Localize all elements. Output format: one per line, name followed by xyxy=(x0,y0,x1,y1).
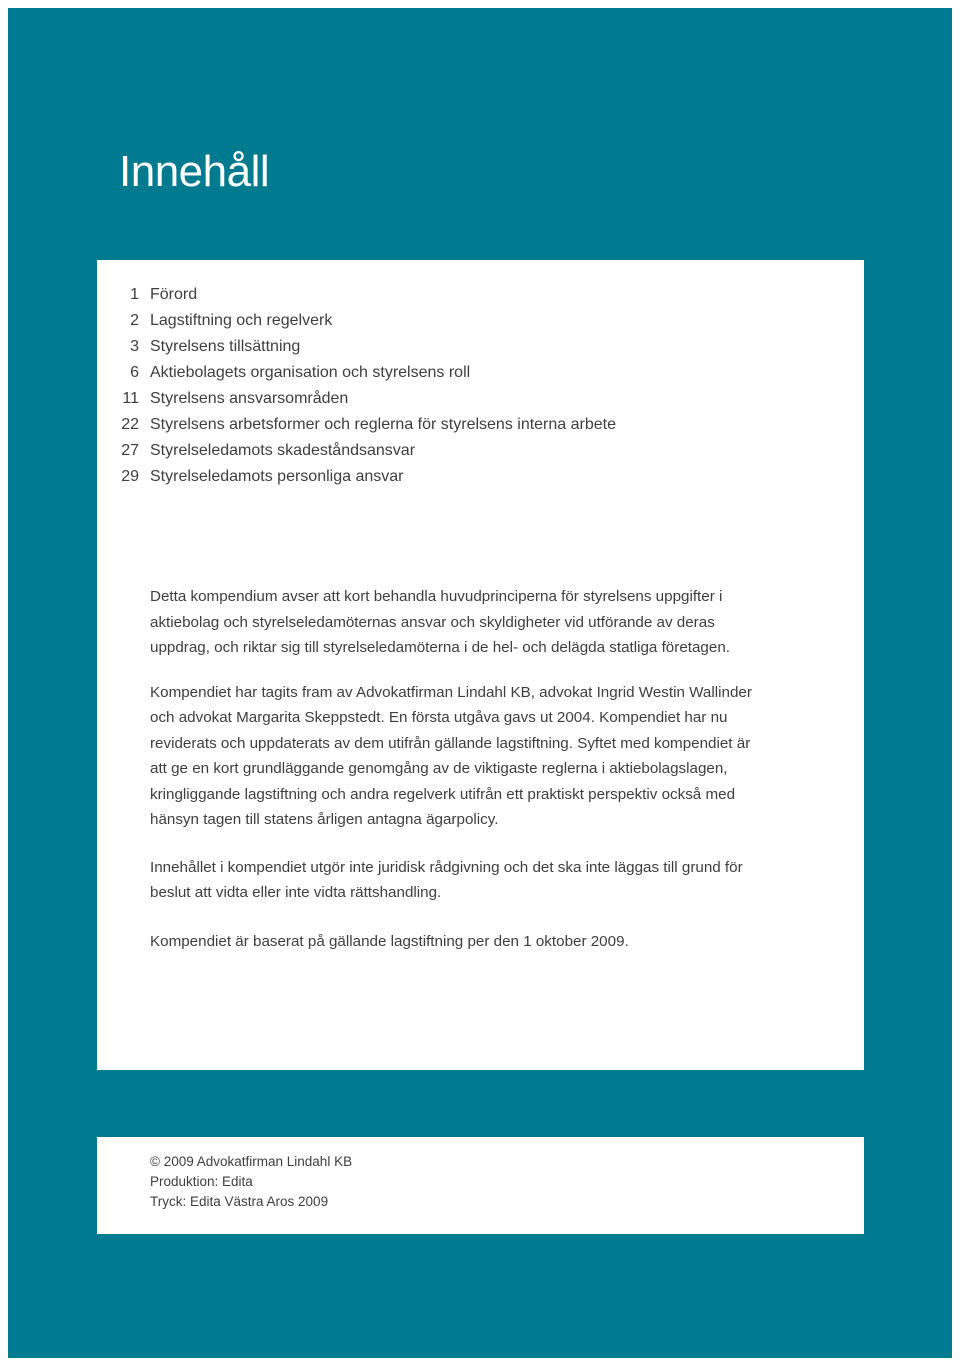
toc-page-number: 2 xyxy=(130,312,139,329)
intro-text xyxy=(150,584,760,973)
toc-item-personliga-ansvar[interactable] xyxy=(110,464,616,490)
toc-item-tillsattning[interactable] xyxy=(110,334,616,360)
toc-page-number: 27 xyxy=(121,442,139,459)
toc-label: Lagstiftning och regelverk xyxy=(150,312,333,329)
toc-label: Styrelseledamots skadeståndsansvar xyxy=(150,442,416,459)
toc-label: Aktiebolagets organisation och styrelsens roll xyxy=(150,364,471,381)
toc-label: Styrelsens arbetsformer och reglerna för styrelsens interna arbete xyxy=(150,416,616,433)
intro-paragraph-purpose: Detta kompendium avser att kort behandla huvudprinciperna för styrelsens uppgifter i aktiebolag och styrelseledamöternas ansvar och skyldigheter vid utförande av deras uppdrag, och riktar sig till styrelseledamöterna i de hel- och delägda statliga företagen. xyxy=(150,588,730,656)
toc-item-organisation[interactable] xyxy=(110,360,616,386)
toc-label: Styrelsens tillsättning xyxy=(150,338,301,355)
toc-page-number: 3 xyxy=(130,338,139,355)
toc-item-ansvarsomraden[interactable] xyxy=(110,386,616,412)
toc-label: Styrelsens ansvarsområden xyxy=(150,390,349,407)
toc-page-number: 29 xyxy=(121,468,139,485)
production-line: Produktion: Edita xyxy=(150,1174,253,1189)
toc-label: Förord xyxy=(150,286,198,303)
toc-label: Styrelseledamots personliga ansvar xyxy=(150,468,404,485)
toc-page-number: 11 xyxy=(122,390,139,407)
intro-paragraph-disclaimer: Innehållet i kompendiet utgör inte juridisk rådgivning och det ska inte läggas till grund för beslut att vidta eller inte vidta rättshandling. xyxy=(150,858,743,901)
toc-item-forord[interactable] xyxy=(110,282,616,308)
toc-item-arbetsformer[interactable] xyxy=(110,412,616,438)
toc-item-skadestandsansvar[interactable] xyxy=(110,438,616,464)
intro-paragraph-authors: Kompendiet har tagits fram av Advokatfirman Lindahl KB, advokat Ingrid Westin Wallinder och advokat Margarita Skeppstedt. En första utgåva gavs ut 2004. Kompendiet har nu reviderats och uppdaterats av dem utifrån gällande lagstiftning. Syftet med kompendiet är att ge en kort grundläggande genomgång av de viktigaste reglerna i aktiebolagslagen, kringliggande lagstiftning och andra regelverk utifrån ett praktiskt perspektiv också med hänsyn tagen till statens årligen antagna ägarpolicy. xyxy=(150,683,752,828)
page-title: Innehåll xyxy=(119,147,270,196)
table-of-contents xyxy=(110,282,616,490)
colophon xyxy=(150,1152,352,1212)
toc-page-number: 22 xyxy=(121,416,139,433)
toc-page-number: 6 xyxy=(130,364,139,381)
copyright-line: © 2009 Advokatfirman Lindahl KB xyxy=(150,1154,353,1169)
print-line: Tryck: Edita Västra Aros 2009 xyxy=(150,1194,329,1209)
toc-page-number: 1 xyxy=(130,286,139,303)
toc-item-lagstiftning[interactable] xyxy=(110,308,616,334)
intro-paragraph-legal-date: Kompendiet är baserat på gällande lagstiftning per den 1 oktober 2009. xyxy=(150,932,629,950)
